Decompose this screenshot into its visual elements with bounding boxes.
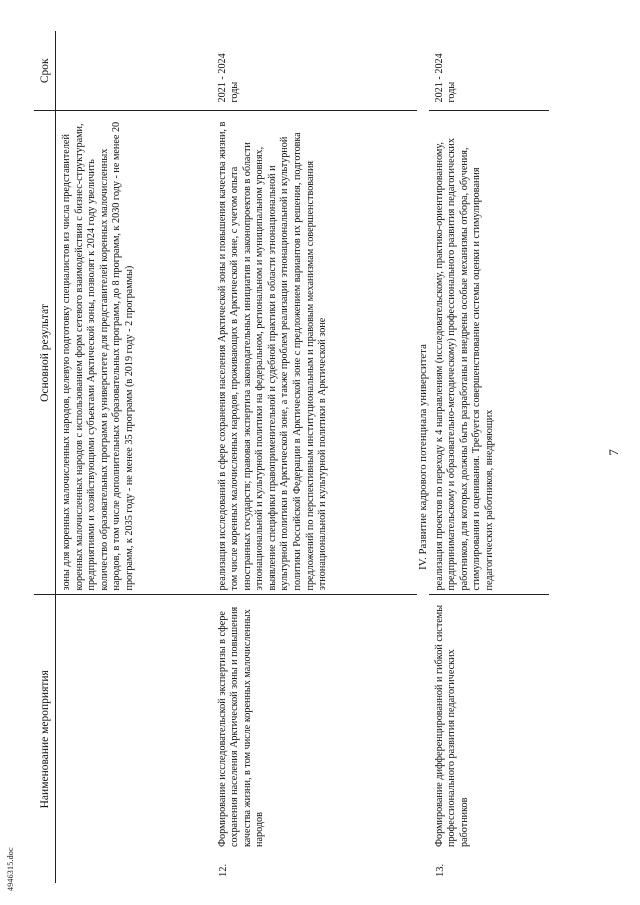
table-row (212, 31, 417, 883)
header-result: Основной результат (34, 111, 56, 595)
activities-table (34, 31, 549, 883)
name-cell (212, 595, 417, 883)
activity-name: Формирование дифференцированной и гибкой системы профессионального развития педагогических работников (433, 604, 470, 847)
result-cell (429, 111, 549, 595)
activity-result: реализация исследований в сфере сохранения населения Арктической зоны и повышения качества жизни, в том числе коренных малочисленных народов, проживающих в Арктической зоне, с учетом опыта иностранных государств; правовая экспертиза законодательных инициатив и законопроектов в области этнонациональной и культурной политики на федеральном, региональном и муниципальном уровнях, выявление специфики правоприменительной и судебной практики в области этнонациональной и культурной политики в Арктической зоне, а также проблем реализации этнонациональной и культурной политики Российской Федерации в Арктической зоне с предложением вариантов их решения, подготовка предложений по перспективным институциональным и правовым механизмам совершенствования этнонациональной и культурной политики в Арктической зоне (216, 121, 329, 591)
activity-result: зоны для коренных малочисленных народов, целевую подготовку специалистов из числа представителей коренных малочисленных народов с использованием форм сетевого взаимодействия с бизнес-структурами, предприятиями и хозяйствующими субъектами Арктической зоны, позволят к 2024 году увеличить количество образовательных программ в университете для представителей коренных малочисленных народов, в том числе дополнительных образовательных программ, до 8 программ, к 2030 году - не менее 20 программ, к 2035 году - не менее 35 программ (в 2019 году - 2 программы) (61, 121, 135, 591)
header-name: Наименование мероприятия (34, 595, 56, 883)
row-number (56, 851, 61, 883)
row-number: 13. (434, 863, 446, 877)
term-cell (212, 31, 417, 111)
activity-term: 2021 - 2024 годы (216, 53, 241, 103)
activity-name (56, 596, 61, 852)
name-cell (56, 595, 212, 883)
table-row (56, 31, 212, 883)
term-cell (429, 31, 549, 111)
activity-result: реализация проектов по переходу к 4 направлениям (исследовательскому, практико-ориентированному, предпринимательскому и образовательно-методическому) профессионального развития педагогических работников, для которых должны быть разработаны и внедрены особые механизмы отбора, обучения, стимулирования и оценивания. Требуется совершенствование системы оценки и стимулирования педагогических работников, внедряющих (433, 138, 495, 591)
term-cell (56, 31, 212, 111)
document-code: 4946315.doc (6, 847, 15, 891)
activity-name: Формирование исследовательской экспертизы в сфере сохранения населения Арктической зоны и повышения качества жизни, в том числе коренных малочисленных народов (216, 606, 266, 847)
table-header-row (34, 31, 56, 883)
row-number: 12. (217, 863, 229, 877)
result-cell (212, 111, 417, 595)
name-cell (429, 595, 549, 883)
header-term: Срок (34, 31, 56, 111)
activity-term: 2021 - 2024 годы (433, 53, 458, 103)
page-number: 7 (606, 449, 621, 456)
section-heading: IV. Развитие кадрового потенциала университета (416, 344, 429, 570)
activity-term (56, 31, 61, 111)
table-row (429, 31, 549, 883)
section-heading-row (417, 31, 429, 883)
result-cell (56, 111, 212, 595)
